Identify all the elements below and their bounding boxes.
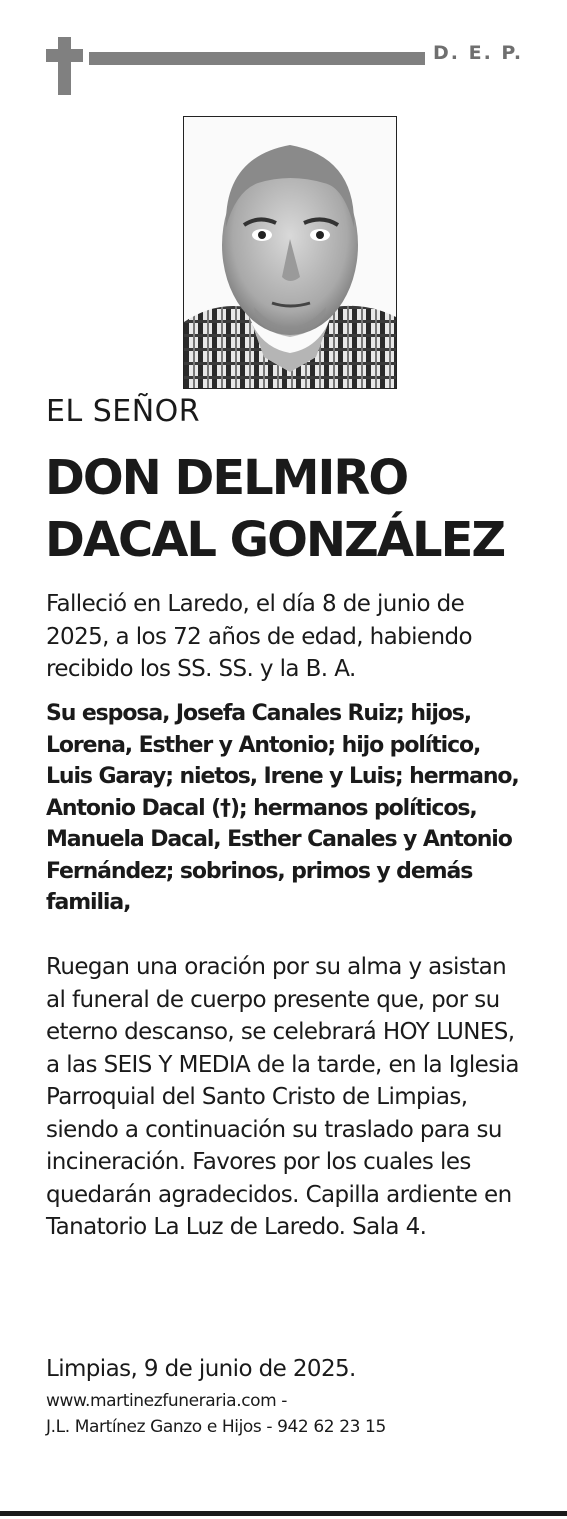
funeral-home-contact: J.L. Martínez Ganzo e Hijos - 942 62 23 15 bbox=[46, 1417, 386, 1437]
family-list: Su esposa, Josefa Canales Ruiz; hijos, Lorena, Esther y Antonio; hijo político, Luis Garay; nietos, Irene y Luis; hermano, Antonio Dacal (†); hermanos políticos, Manuela Dacal, Esther Canales y Antonio Fernández; sobrinos, primos y demás familia, bbox=[46, 701, 519, 915]
header-rule bbox=[89, 52, 425, 65]
deceased-name-line2: DACAL GONZÁLEZ bbox=[45, 512, 505, 568]
portrait-photo bbox=[183, 116, 397, 389]
deceased-name bbox=[45, 447, 504, 571]
cross-icon bbox=[58, 37, 71, 95]
death-notice: Falleció en Laredo, el día 8 de junio de 2025, a los 72 años de edad, habiendo recibido los SS. SS. y la B. A. bbox=[46, 591, 472, 682]
place-date: Limpias, 9 de junio de 2025. bbox=[46, 1356, 356, 1382]
funeral-home-website: www.martinezfuneraria.com - bbox=[46, 1391, 288, 1411]
portrait-image bbox=[184, 117, 396, 388]
cross-icon-bar bbox=[46, 49, 83, 62]
deceased-prefix: EL SEÑOR bbox=[46, 394, 201, 429]
deceased-name-line1: DON DELMIRO bbox=[45, 450, 408, 506]
bottom-border bbox=[0, 1511, 567, 1516]
funeral-details: Ruegan una oración por su alma y asistan al funeral de cuerpo presente que, por su eterno descanso, se celebrará HOY LUNES, a las SEIS Y MEDIA de la tarde, en la Iglesia Parroquial del Santo Cristo de Limpias, siendo a continuación su traslado para su incineración. Favores por los cuales les quedarán agradecidos. Capilla ardiente en Tanatorio La Luz de Laredo. Sala 4. bbox=[46, 954, 519, 1240]
dep-label: D. E. P. bbox=[433, 42, 524, 64]
